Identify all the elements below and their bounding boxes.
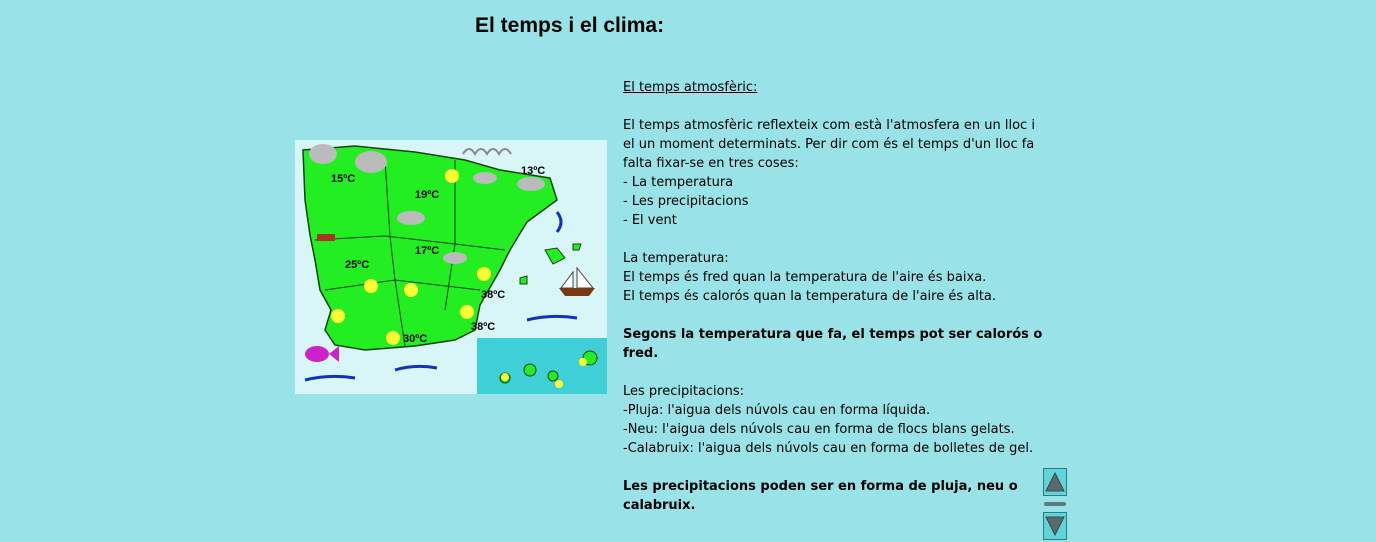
scroll-track[interactable] bbox=[1044, 502, 1066, 506]
map-temp-label: 19ºC bbox=[415, 189, 440, 201]
list-item: -Neu: l'aigua dels núvols cau en forma de flocs blans gelats. bbox=[623, 422, 1015, 437]
subheading: Les precipitacions: bbox=[623, 384, 745, 399]
list-item: - El vent bbox=[623, 213, 677, 228]
summary-line: fred. bbox=[623, 346, 659, 361]
list-item: - Les precipitacions bbox=[623, 194, 749, 209]
map-temp-label: 38ºC bbox=[471, 321, 496, 333]
summary-line: calabruix. bbox=[623, 498, 696, 513]
map-temp-label: 17ºC bbox=[415, 245, 440, 257]
summary-line: Segons la temperatura que fa, el temps pot ser calorós o bbox=[623, 327, 1043, 342]
paragraph-line: El temps atmosfèric reflexteix com està l'atmosfera en un lloc i bbox=[623, 118, 1035, 133]
scroll-down-button[interactable] bbox=[1043, 512, 1067, 540]
arrow-up-icon bbox=[1045, 471, 1065, 493]
list-item: - La temperatura bbox=[623, 175, 734, 190]
scroll-up-button[interactable] bbox=[1043, 468, 1067, 496]
list-item: -Pluja: l'aigua dels núvols cau en forma líquida. bbox=[623, 403, 931, 418]
paragraph-line: el un moment determinats. Per dir com és el temps d'un lloc fa bbox=[623, 137, 1035, 152]
map-temp-label: 38ºC bbox=[481, 289, 506, 301]
summary-line: Les precipitacions poden ser en forma de pluja, neu o bbox=[623, 479, 1018, 494]
arrow-down-icon bbox=[1045, 515, 1065, 537]
subheading: La temperatura: bbox=[623, 251, 729, 266]
map-temp-label: 25ºC bbox=[345, 259, 370, 271]
map-temp-label: 15ºC bbox=[331, 173, 356, 185]
weather-map-image bbox=[295, 140, 607, 394]
page-title: El temps i el clima: bbox=[475, 14, 665, 37]
list-item: -Calabruix: l'aigua dels núvols cau en forma de bolletes de gel. bbox=[623, 441, 1034, 456]
map-temp-label: 13ºC bbox=[521, 165, 546, 177]
map-temp-label: 30ºC bbox=[403, 333, 428, 345]
paragraph-line: falta fixar-se en tres coses: bbox=[623, 156, 799, 171]
paragraph-line: El temps és calorós quan la temperatura de l'aire és alta. bbox=[623, 289, 997, 304]
paragraph-line: El temps és fred quan la temperatura de l'aire és baixa. bbox=[623, 270, 987, 285]
section-heading: El temps atmosfèric: bbox=[623, 80, 758, 95]
article-text bbox=[623, 78, 1045, 515]
